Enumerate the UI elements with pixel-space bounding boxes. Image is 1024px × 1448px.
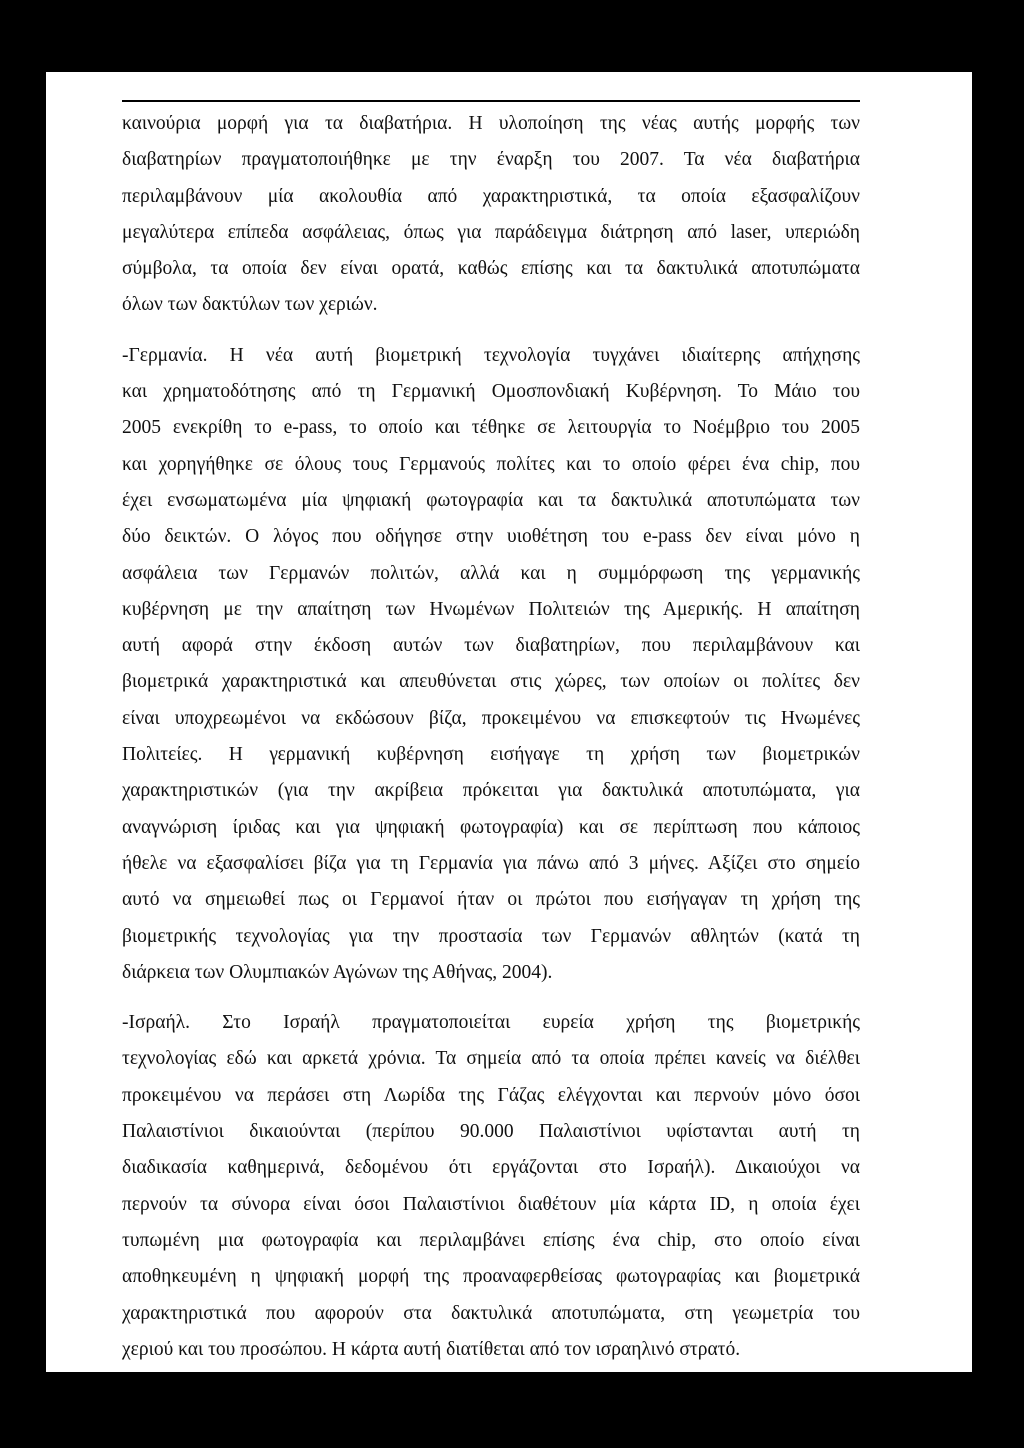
text-line: προκειμένου να περάσει στη Λωρίδα της Γάζας ελέγχονται και περνούν μόνο όσοι (122, 1084, 860, 1106)
text-line: διαβατηρίων πραγματοποιήθηκε με την έναρξη του 2007. Τα νέα διαβατήρια (122, 149, 860, 171)
text-line: και χρηματοδότησης από τη Γερμανική Ομοσπονδιακή Κυβέρνηση. Το Μάιο του (122, 381, 860, 403)
text-line: 2005 ενεκρίθη το e-pass, το οποίο και τέθηκε σε λειτουργία το Νοέμβριο του 2005 (122, 417, 860, 439)
footer-rule-right (546, 1412, 858, 1413)
text-line: διαδικασία καθημερινά, δεδομένου ότι εργάζονται στο Ισραήλ). Δικαιούχοι να (122, 1157, 860, 1179)
text-line: τεχνολογίας εδώ και αρκετά χρόνια. Τα σημεία από τα οποία πρέπει κανείς να διέλθει (122, 1048, 860, 1070)
body-text (122, 106, 860, 1368)
header-rule (122, 100, 860, 102)
text-line: τυπωμένη μια φωτογραφία και περιλαμβάνει επίσης ένα chip, στο οποίο είναι (122, 1229, 860, 1251)
text-line: έχει ενσωματωμένα μία ψηφιακή φωτογραφία και τα δακτυλικά αποτυπώματα των (122, 489, 860, 511)
text-line: -Ισραήλ. Στο Ισραήλ πραγματοποιείται ευρεία χρήση της βιομετρικής (122, 1012, 860, 1034)
text-line: δύο δεικτών. Ο λόγος που οδήγησε στην υιοθέτηση του e-pass δεν είναι μόνο η (122, 526, 860, 548)
paragraph-passports (122, 106, 860, 324)
text-line: βιομετρικά χαρακτηριστικά και απευθύνεται στις χώρες, των οποίων οι πολίτες δεν (122, 671, 860, 693)
text-line: Παλαιστίνιοι δικαιούνται (περίπου 90.000 Παλαιστίνιοι υφίστανται αυτή τη (122, 1121, 860, 1143)
text-line: Πολιτείες. Η γερμανική κυβέρνηση εισήγαγε τη χρήση των βιομετρικών (122, 744, 860, 766)
text-line: βιομετρικής τεχνολογίας για την προστασία των Γερμανών αθλητών (κατά τη (122, 925, 860, 947)
text-line: ασφάλεια των Γερμανών πολιτών, αλλά και η συμμόρφωση της γερμανικής (122, 562, 860, 584)
text-line: αναγνώριση ίριδας και για ψηφιακή φωτογραφία) και σε περίπτωση που κάποιος (122, 816, 860, 838)
text-line: περνούν τα σύνορα είναι όσοι Παλαιστίνιοι διαθέτουν μία κάρτα ID, η οποία έχει (122, 1193, 860, 1215)
text-line: και χορηγήθηκε σε όλους τους Γερμανούς πολίτες και το οποίο φέρει ένα chip, που (122, 453, 860, 475)
text-line: χαρακτηριστικά που αφορούν στα δακτυλικά αποτυπώματα, στη γεωμετρία του (122, 1302, 860, 1324)
footer-rule-left (122, 1412, 442, 1413)
text-line: -Γερμανία. Η νέα αυτή βιομετρική τεχνολογία τυγχάνει ιδιαίτερης απήχησης (122, 344, 860, 366)
paragraph-israel (122, 1005, 860, 1368)
text-line: χαρακτηριστικών (για την ακρίβεια πρόκειται για δακτυλικά αποτυπώματα, για (122, 780, 860, 802)
text-line: μεγαλύτερα επίπεδα ασφάλειας, όπως για παράδειγμα διάτρηση από laser, υπεριώδη (122, 221, 860, 243)
text-line: αυτό να σημειωθεί πως οι Γερμανοί ήταν οι πρώτοι που εισήγαγαν τη χρήση της (122, 889, 860, 911)
text-line: όλων των δακτύλων των χεριών. (122, 294, 378, 316)
text-line: κυβέρνηση με την απαίτηση των Ηνωμένων Πολιτειών της Αμερικής. Η απαίτηση (122, 598, 860, 620)
text-line: αποθηκευμένη η ψηφιακή μορφή της προαναφερθείσας φωτογραφίας και βιομετρικά (122, 1266, 860, 1288)
text-line: περιλαμβάνουν μία ακολουθία από χαρακτηριστικά, τα οποία εξασφαλίζουν (122, 185, 860, 207)
text-line: καινούρια μορφή για τα διαβατήρια. Η υλοποίηση της νέας αυτής μορφής των (122, 113, 860, 134)
document-page (46, 72, 972, 1372)
paragraph-germany (122, 338, 860, 991)
text-line: αυτή αφορά στην έκδοση αυτών των διαβατηρίων, που περιλαμβάνουν και (122, 635, 860, 657)
text-line: διάρκεια των Ολυμπιακών Αγώνων της Αθήνας, 2004). (122, 961, 553, 983)
text-line: είναι υποχρεωμένοι να εκδώσουν βίζα, προκειμένου να επισκεφτούν τις Ηνωμένες (122, 707, 860, 729)
text-line: ήθελε να εξασφαλίσει βίζα για τη Γερμανία για πάνω από 3 μήνες. Αξίζει στο σημείο (122, 852, 860, 874)
text-line: χεριού και του προσώπου. Η κάρτα αυτή διατίθεται από τον ισραηλινό στρατό. (122, 1338, 741, 1360)
text-line: σύμβολα, τα οποία δεν είναι ορατά, καθώς επίσης και τα δακτυλικά αποτυπώματα (122, 258, 860, 280)
